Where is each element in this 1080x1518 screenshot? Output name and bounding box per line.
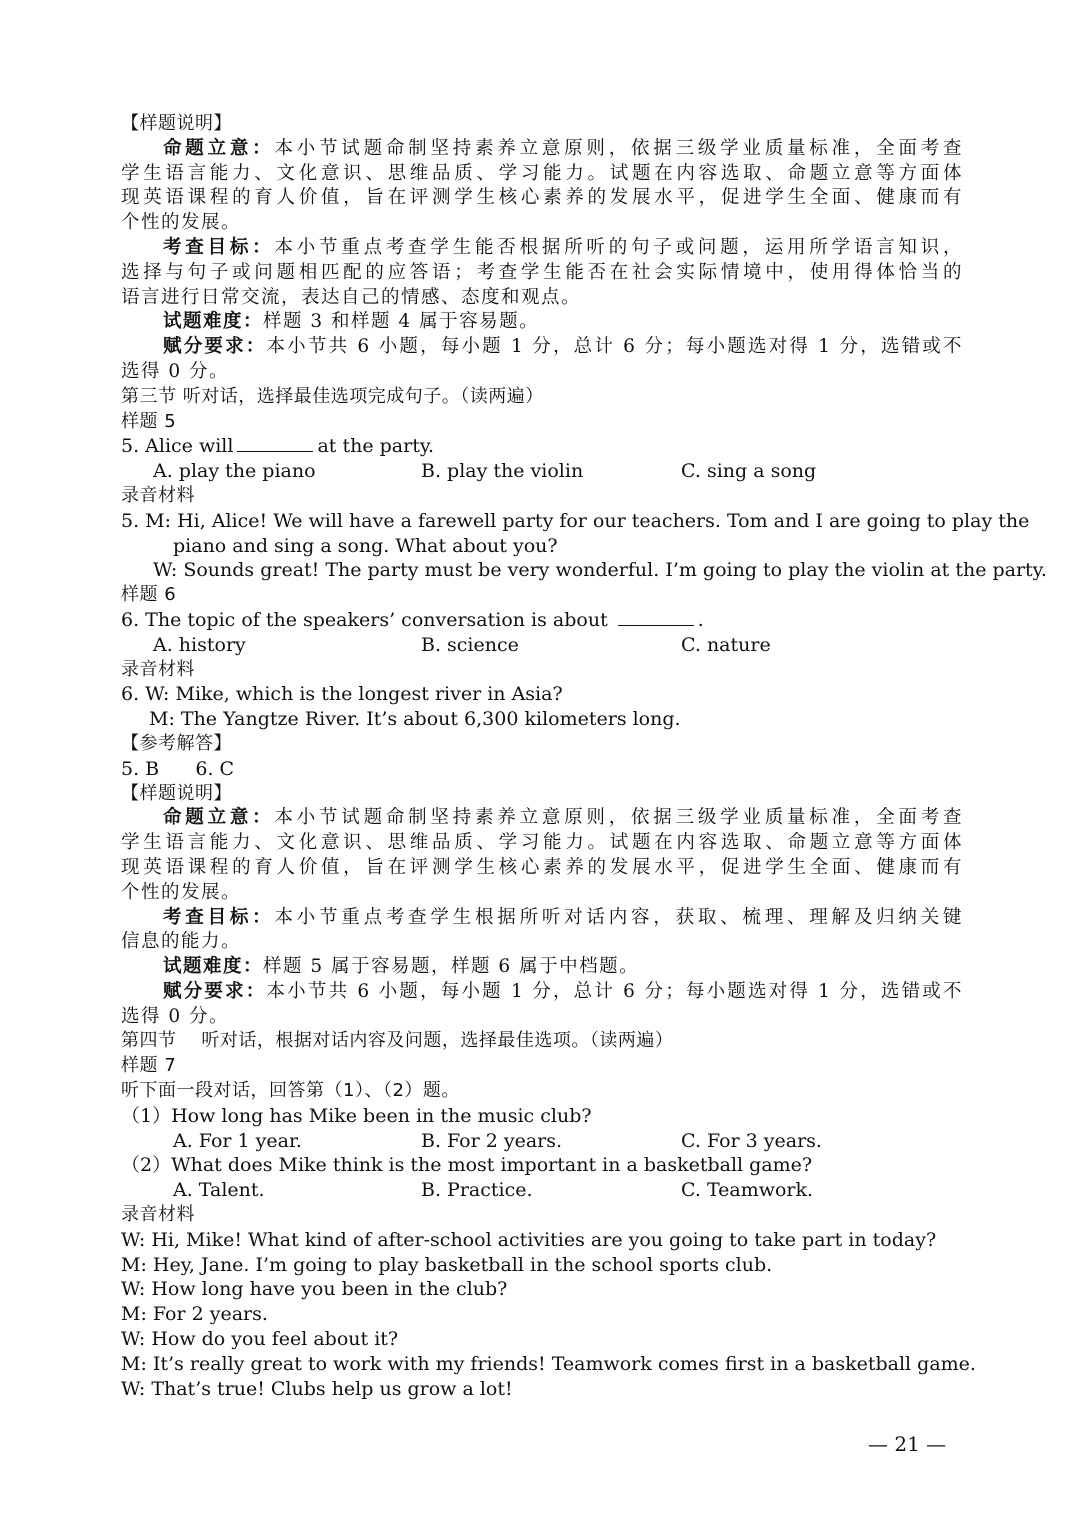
- section-4-heading: 第四节 听对话，根据对话内容及问题，选择最佳选项。（读两遍）: [121, 1030, 674, 1052]
- option-c: C. nature: [681, 633, 771, 656]
- intent-label: 命题立意：: [163, 807, 275, 829]
- goal-line: 语言进行日常交流，表达自己的情感、态度和观点。: [121, 286, 582, 308]
- dialogue-line: W: That’s true! Clubs help us grow a lot!: [121, 1377, 513, 1400]
- reference-answer-title: 【参考解答】: [121, 732, 232, 754]
- transcript-label: 录音材料: [121, 1204, 195, 1226]
- section-3-heading: 第三节 听对话，选择最佳选项完成句子。（读两遍）: [121, 385, 544, 407]
- transcript-line: piano and sing a song. What about you?: [173, 534, 558, 557]
- sample-note-title-2: 【样题说明】: [121, 782, 232, 804]
- option-a: A. play the piano: [153, 460, 316, 483]
- score-paragraph-1: 赋分要求：本小节共 6 小题，每小题 1 分，总计 6 分；每小题选对得 1 分，选错或不: [163, 336, 963, 358]
- goal-label: 考查目标：: [163, 906, 275, 928]
- option-a: A. Talent.: [173, 1179, 265, 1202]
- option-b: B. For 2 years.: [421, 1129, 563, 1152]
- score-line: 选得 0 分。: [121, 360, 230, 382]
- answer-blank: [618, 609, 694, 626]
- goal-label: 考查目标：: [163, 236, 275, 258]
- sample-6-title: 样题 6: [121, 584, 177, 606]
- goal-line: 信息的能力。: [121, 931, 242, 953]
- intent-line: 现英语课程的育人价值，旨在评测学生核心素养的发展水平，促进学生全面、健康而有: [121, 187, 963, 209]
- intent-line: 学生语言能力、文化意识、思维品质、学习能力。试题在内容选取、命题立意等方面体: [121, 832, 963, 854]
- instruction: 听下面一段对话，回答第（1）、（2）题。: [121, 1080, 460, 1102]
- sample-note-title-1: 【样题说明】: [121, 113, 232, 134]
- option-c: C. Teamwork.: [681, 1179, 814, 1202]
- transcript-label: 录音材料: [121, 658, 195, 680]
- difficulty-line-1: 试题难度：样题 3 和样题 4 属于容易题。: [163, 311, 540, 333]
- dialogue-line: W: How do you feel about it?: [121, 1328, 399, 1351]
- option-b: B. play the violin: [421, 460, 584, 483]
- reference-answers: 5. B 6. C: [121, 757, 235, 780]
- difficulty-label: 试题难度：: [163, 956, 264, 978]
- score-line: 选得 0 分。: [121, 1005, 230, 1027]
- page-content: [121, 112, 1047, 1401]
- intent-line: 学生语言能力、文化意识、思维品质、学习能力。试题在内容选取、命题立意等方面体: [121, 162, 963, 184]
- intent-line: 现英语课程的育人价值，旨在评测学生核心素养的发展水平，促进学生全面、健康而有: [121, 856, 963, 878]
- goal-line: 选择与句子或问题相匹配的应答语；考查学生能否在社会实际情境中，使用得体恰当的: [121, 261, 963, 283]
- dialogue-line: M: Hey, Jane. I’m going to play basketball in the school sports club.: [121, 1253, 773, 1276]
- question-2-options: [121, 1178, 963, 1203]
- option-a: A. For 1 year.: [173, 1129, 302, 1152]
- question-6-options: [121, 633, 963, 658]
- option-c: C. For 3 years.: [681, 1129, 822, 1152]
- question-1: （1）How long has Mike been in the music club?: [121, 1104, 592, 1127]
- option-b: B. science: [421, 633, 519, 656]
- score-label: 赋分要求：: [163, 980, 267, 1002]
- sample-5-title: 样题 5: [121, 410, 177, 432]
- score-label: 赋分要求：: [163, 336, 267, 358]
- intent-label: 命题立意：: [163, 137, 275, 159]
- option-b: B. Practice.: [421, 1179, 533, 1202]
- answer-blank: [237, 435, 313, 452]
- intent-line: 个性的发展。: [121, 881, 242, 903]
- score-paragraph-2: 赋分要求：本小节共 6 小题，每小题 1 分，总计 6 分；每小题选对得 1 分，选错或不: [163, 980, 963, 1002]
- transcript-line: M: The Yangtze River. It’s about 6,300 kilometers long.: [149, 708, 681, 731]
- dialogue-line: M: For 2 years.: [121, 1303, 268, 1326]
- transcript-label: 录音材料: [121, 484, 195, 506]
- difficulty-line-2: 试题难度：样题 5 属于容易题，样题 6 属于中档题。: [163, 956, 640, 978]
- transcript-line: 5. M: Hi, Alice! We will have a farewell party for our teachers. Tom and I are going to play the: [121, 509, 1030, 532]
- transcript-line: 6. W: Mike, which is the longest river in Asia?: [121, 683, 563, 706]
- intent-line: 个性的发展。: [121, 212, 242, 234]
- question-1-options: [121, 1129, 963, 1154]
- question-5-options: [121, 459, 963, 484]
- question-2: （2）What does Mike think is the most important in a basketball game?: [121, 1154, 813, 1177]
- goal-paragraph-1: 考查目标：本小节重点考查学生能否根据所听的句子或问题，运用所学语言知识，: [163, 236, 963, 258]
- dialogue-line: W: How long have you been in the club?: [121, 1278, 508, 1301]
- intent-paragraph-2: 命题立意：本小节试题命制坚持素养立意原则，依据三级学业质量标准，全面考查: [163, 807, 963, 829]
- question-6: 6. The topic of the speakers’ conversation is about .: [121, 608, 704, 631]
- sample-7-title: 样题 7: [121, 1055, 177, 1077]
- page-number: — 21 —: [868, 1432, 947, 1456]
- transcript-line: W: Sounds great! The party must be very wonderful. I’m going to play the violin at the party.: [153, 559, 1047, 582]
- intent-paragraph-1: 命题立意：本小节试题命制坚持素养立意原则，依据三级学业质量标准，全面考查: [163, 137, 963, 159]
- option-a: A. history: [153, 633, 246, 656]
- difficulty-label: 试题难度：: [163, 311, 264, 333]
- option-c: C. sing a song: [681, 460, 817, 483]
- question-5: 5. Alice will at the party.: [121, 435, 435, 458]
- dialogue-line: W: Hi, Mike! What kind of after-school activities are you going to take part in today?: [121, 1228, 937, 1251]
- dialogue-line: M: It’s really great to work with my friends! Teamwork comes first in a basketball game.: [121, 1352, 976, 1375]
- goal-paragraph-2: 考查目标：本小节重点考查学生根据所听对话内容，获取、梳理、理解及归纳关键: [163, 906, 963, 928]
